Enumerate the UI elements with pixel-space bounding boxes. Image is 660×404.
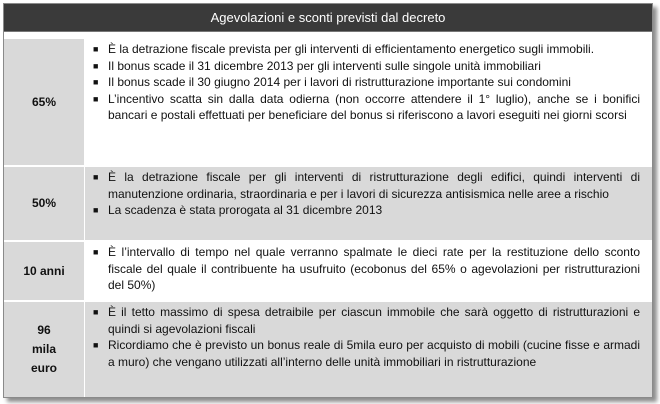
bullet-icon: ■ [93,93,99,104]
list-item: ■ Ricordiamo che è previsto un bonus reale di 5mila euro per acquisto di mobili (cucine fisse e armadi a muro) che vengano utilizzati all’interno delle unità immobiliari in ristrutturazione [93,338,640,369]
list-item: ■ La scadenza è stata prorogata al 31 dicembre 2013 [93,203,383,218]
list-item: ■ È il tetto massimo di spesa detraibile per ciascun immobile che sarà oggetto di ristrutturazioni e quindi si agevolazioni fiscali [93,305,640,336]
row-content [85,167,652,240]
bullet-icon: ■ [93,172,99,182]
table-row [4,39,652,165]
table-title: Agevolazioni e sconti previsti dal decreto [4,4,652,32]
row-label-line: 96 [37,323,51,337]
row-label-line: mila [31,342,56,356]
list-item: ■ Il bonus scade il 31 dicembre 2013 per gli interventi sulle singole unità immobiliari [93,58,541,73]
row-label: 65% [4,39,85,165]
list-item: ■ Il bonus scade il 30 giugno 2014 per i lavori di ristrutturazione importante sui condomini [93,75,571,90]
row-label: 10 anni [4,242,85,300]
list-item: ■ È l’intervallo di tempo nel quale verranno spalmate le dieci rate per la restituzione dello sconto fiscale del quale il contribuente ha usufruito (ecobonus del 65% o agevolazioni per ristrutturazioni del 50%) [93,245,640,293]
list-item: ■ L’incentivo scatta sin dalla data odierna (non occorre attendere il 1° luglio), anche se i bonifici bancari e postali effettuati per beneficiare del bonus si riferiscono a lavori eseguiti nei giorni scorsi [93,91,640,123]
row-content [85,302,652,397]
row-content [85,242,652,300]
row-content [85,39,652,165]
list-item: ■ È la detrazione fiscale prevista per gli interventi di efficientamento energetico sugli immobili. [93,42,595,56]
incentives-table [3,3,653,398]
table-row [4,242,652,300]
list-item: ■ È la detrazione fiscale per gli interventi di ristrutturazione degli edifici, quindi interventi di manutenzione ordinaria, straordinaria e per i lavori di sicurezza antisismica nelle aree a rischio [93,170,640,201]
table-row [4,167,652,240]
bullet-icon: ■ [93,307,99,317]
bullet-icon: ■ [93,44,99,54]
bullet-icon: ■ [93,77,99,88]
bullet-icon: ■ [93,247,99,257]
row-label [4,302,85,397]
bullet-icon: ■ [93,340,99,351]
row-label-line: euro [30,361,57,375]
bullet-icon: ■ [93,205,99,216]
bullet-icon: ■ [93,60,99,71]
row-label: 50% [4,167,85,240]
table-row [4,302,652,397]
